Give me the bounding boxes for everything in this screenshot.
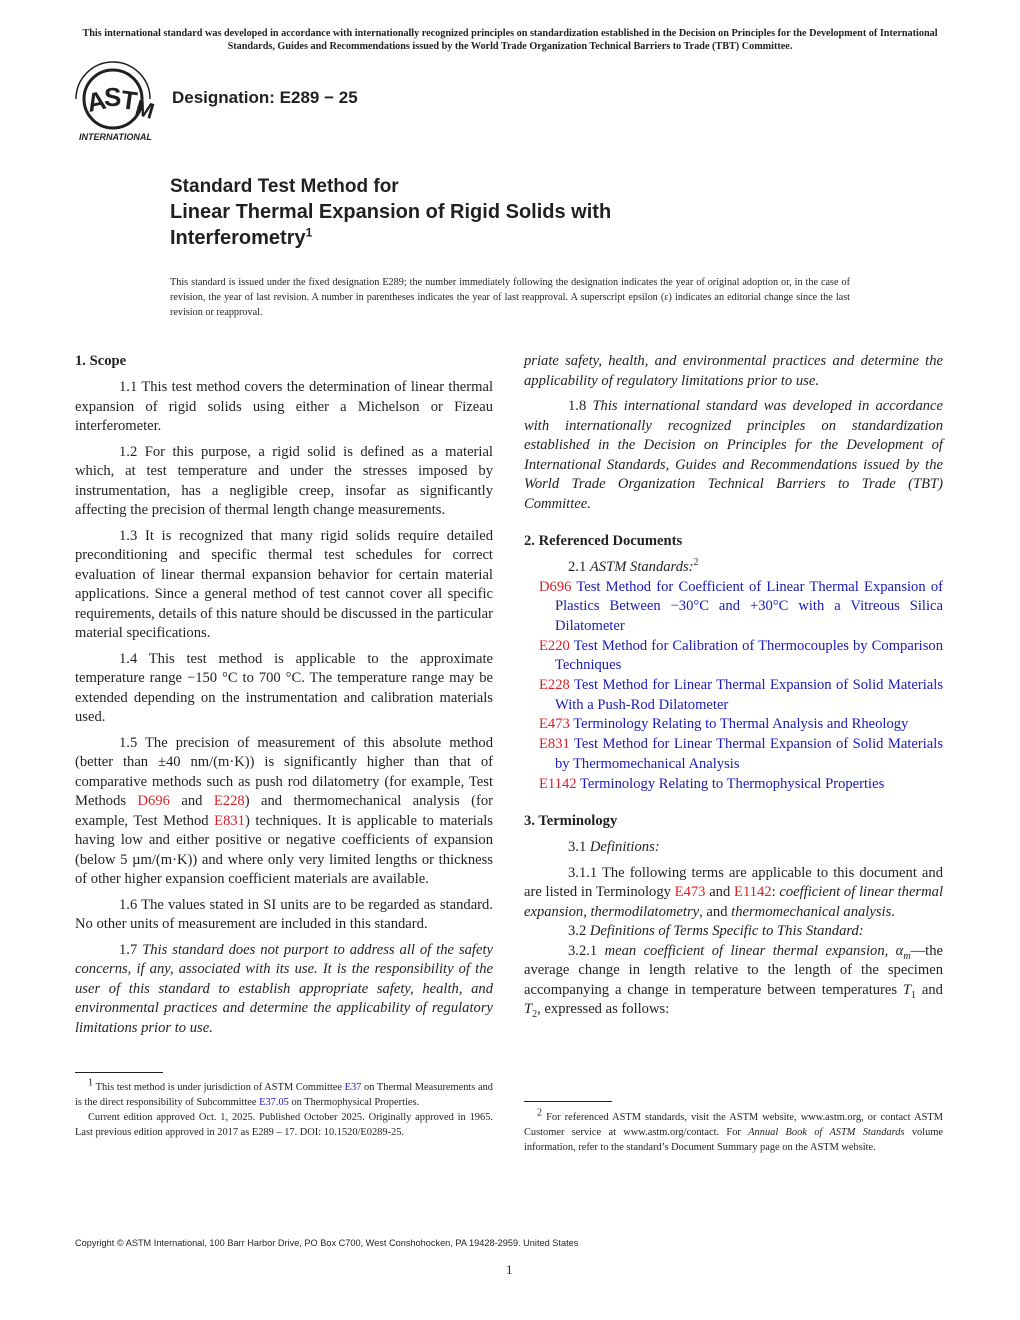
footnote-2: $^2$ For referenced ASTM standards, visit the ASTM website, www.astm.org, or contact ASTM Customer service at www.astm.org/contact. For Annual Book of ASTM Standards volume information, refer to the standard’s Document Summary page on the ASTM website. xyxy=(524,1107,944,1153)
link-e228[interactable]: E228 xyxy=(213,793,245,809)
section-heading-referenced-documents: 2. Referenced Documents xyxy=(524,533,683,549)
referenced-list xyxy=(524,578,943,795)
reference-title-link[interactable]: Terminology Relating to Thermal Analysis and Rheology xyxy=(573,716,909,733)
footnote-1: $^1$ This test method is under jurisdiction of ASTM Committee E37 on Thermal Measurements and is the direct responsibility of Subcommittee E37.05 on Thermophysical Properties. Current edition approved Oct. 1, 2025. Published October 2025. Originally approved in 1965. Last previous edition approved in 2017 as E289 – 17. DOI: 10.1520/E0289-25. xyxy=(75,1077,493,1138)
para-2-1: 2.1 ASTM Standards:$^2$ xyxy=(568,557,699,575)
para-1-5: 1.5 The precision of measurement of this absolute method (better than ±40 nm/(m·K)) is significantly higher than that of comparative methods such as push rod dilatometry (for example, Test Methods D696 and E228) and thermomechanical analysis (for example, Test Method E831) techniques. It is applicable to materials having low and either positive or negative coefficients of expansion (below 5 µm/(m·K)) and where only very limited lengths or thickness of other higher expansion coefficient materials are available. xyxy=(75,734,493,887)
svg-text:A: A xyxy=(84,84,109,118)
reference-title-link[interactable]: Test Method for Linear Thermal Expansion of Solid Materials With a Push-Rod Dilatometer xyxy=(555,677,944,713)
para-3-1-1: 3.1.1 The following terms are applicable to this document and are listed in Terminology E473 and E1142: coefficient of linear thermal expansion, thermodilatometry, and thermomechanical analysis. xyxy=(524,864,943,920)
right-column xyxy=(524,352,943,1020)
footnote-rule-left xyxy=(75,1072,163,1073)
reference-item xyxy=(524,637,943,676)
para-1-7: 1.7 This standard does not purport to address all of the safety concerns, if any, associated with its use. It is the responsibility of the user of this standard to establish appropriate safety, health, and environmental practices and determine the applicability of regulatory limitations prior to use. xyxy=(75,941,493,1036)
title-footnote-mark: 1 xyxy=(305,225,313,240)
link-d696[interactable]: D696 xyxy=(137,793,170,809)
link-e473-inline[interactable]: E473 xyxy=(674,884,706,901)
para-3-1: 3.1 Definitions: xyxy=(568,839,660,856)
para-3-2-1: 3.2.1 mean coefficient of linear thermal expansion, $\alpha_m—the$ average change in length relative to the length of the specimen accompanying a change in temperature between temperatures $T_1$ and $T_2$, expressed as follows: xyxy=(524,942,943,1021)
issue-note: This standard is issued under the fixed designation E289; the number immediately following the designation indicates the year of original adoption or, in the case of revision, the year of last revision. A number in parentheses indicates the year of last reapproval. A superscript epsilon (ε) indicates an editorial change since the last revision or reapproval. xyxy=(170,277,850,318)
reference-title-link[interactable]: Terminology Relating to Thermophysical Properties xyxy=(579,775,885,792)
footnote-1-edition: Current edition approved Oct. 1, 2025. Published October 2025. Originally approved in 1965. Last previous edition approved in 2017 as E289 – 17. DOI: 10.1520/E0289-25. xyxy=(75,1112,493,1138)
section-heading-scope: 1. Scope xyxy=(75,353,127,369)
para-1-8: 1.8 This international standard was developed in accordance with internationally recognized principles on standardization established in the Decision on Principles for the Development of International Standards, Guides and Recommendations issued by the World Trade Organization Technical Barriers to Trade (TBT) Committee. xyxy=(524,398,944,512)
svg-text:INTERNATIONAL: INTERNATIONAL xyxy=(79,132,152,142)
document-title xyxy=(170,175,611,251)
reference-code-link[interactable]: E220 xyxy=(539,637,570,654)
title-line-1: Standard Test Method for xyxy=(170,176,399,197)
para-1-4: 1.4 This test method is applicable to the approximate temperature range −150 °C to 700 °C. The temperature range may be extended depending on the instrumentation and calibration materials used. xyxy=(75,650,493,725)
reference-item xyxy=(524,715,943,735)
designation: Designation: E289 − 25 xyxy=(172,88,358,107)
link-e1142-inline[interactable]: E1142 xyxy=(734,884,772,901)
reference-code-link[interactable]: E1142 xyxy=(539,775,577,792)
copyright: Copyright © ASTM International, 100 Barr Harbor Drive, PO Box C700, West Conshohocken, PA 19428-2959. United States xyxy=(75,1238,579,1248)
para-1-2: 1.2 For this purpose, a rigid solid is defined as a material which, at test temperature and under the stresses imposed by instrumentation, has a negligible creep, insofar as significantly affecting the precision of thermal length change measurements. xyxy=(75,443,493,518)
top-notice: This international standard was developed in accordance with internationally recognized principles on standardization established in the Decision on Principles for the Development of International Standards, Guides and Recommendations issued by the World Trade Organization Technical Barriers to Trade (TBT) Committee. xyxy=(82,28,938,52)
para-1-6: 1.6 The values stated in SI units are to be regarded as standard. No other units of measurement are included in this standard. xyxy=(75,896,493,932)
svg-text:S: S xyxy=(104,82,122,112)
reference-code-link[interactable]: E473 xyxy=(539,716,570,733)
para-1-1: 1.1 This test method covers the determination of linear thermal expansion of rigid solids using either a Michelson or Fizeau interferometer. xyxy=(75,379,493,434)
reference-item xyxy=(524,578,943,637)
reference-code-link[interactable]: E228 xyxy=(539,677,570,694)
left-column xyxy=(75,352,493,1036)
page-number: 1 xyxy=(506,1262,513,1277)
reference-item xyxy=(524,775,943,795)
astm-logo-icon xyxy=(68,66,166,146)
reference-code-link[interactable]: E831 xyxy=(539,736,570,753)
svg-text:M: M xyxy=(132,94,158,124)
astm-logo xyxy=(68,66,166,146)
reference-item xyxy=(524,735,943,774)
section-heading-terminology: 3. Terminology xyxy=(524,813,618,830)
reference-item xyxy=(524,676,943,715)
reference-title-link[interactable]: Test Method for Linear Thermal Expansion of Solid Materials by Thermomechanical Analysis xyxy=(555,736,944,772)
title-line-3: Interferometry$^1$ xyxy=(170,225,313,249)
reference-code-link[interactable]: D696 xyxy=(539,578,572,595)
title-line-2: Linear Thermal Expansion of Rigid Solids with xyxy=(170,201,612,223)
para-1-3: 1.3 It is recognized that many rigid solids require detailed preconditioning and specific thermal test schedules for correct evaluation of linear thermal expansion behavior for certain material applications. Since a general method of test cannot cover all specific requirements, details of this nature should be discussed in the particular material specifications. xyxy=(75,527,493,641)
footnote-rule-right xyxy=(524,1101,612,1102)
link-e831[interactable]: E831 xyxy=(214,812,245,829)
reference-title-link[interactable]: Test Method for Calibration of Thermocouples by Comparison Techniques xyxy=(555,637,944,674)
link-e37-05[interactable]: E37.05 xyxy=(259,1097,289,1108)
link-e37[interactable]: E37 xyxy=(344,1082,362,1093)
reference-title-link[interactable]: Test Method for Coefficient of Linear Thermal Expansion of Plastics Between −30°C and +30°C with a Vitreous Silica Dilatometer xyxy=(555,578,943,634)
para-1-7-continued: priate safety, health, and environmental practices and determine the applicability of regulatory limitations prior to use. xyxy=(524,353,943,389)
svg-text:T: T xyxy=(119,84,140,117)
para-3-2: 3.2 Definitions of Terms Specific to This Standard: xyxy=(568,923,864,940)
